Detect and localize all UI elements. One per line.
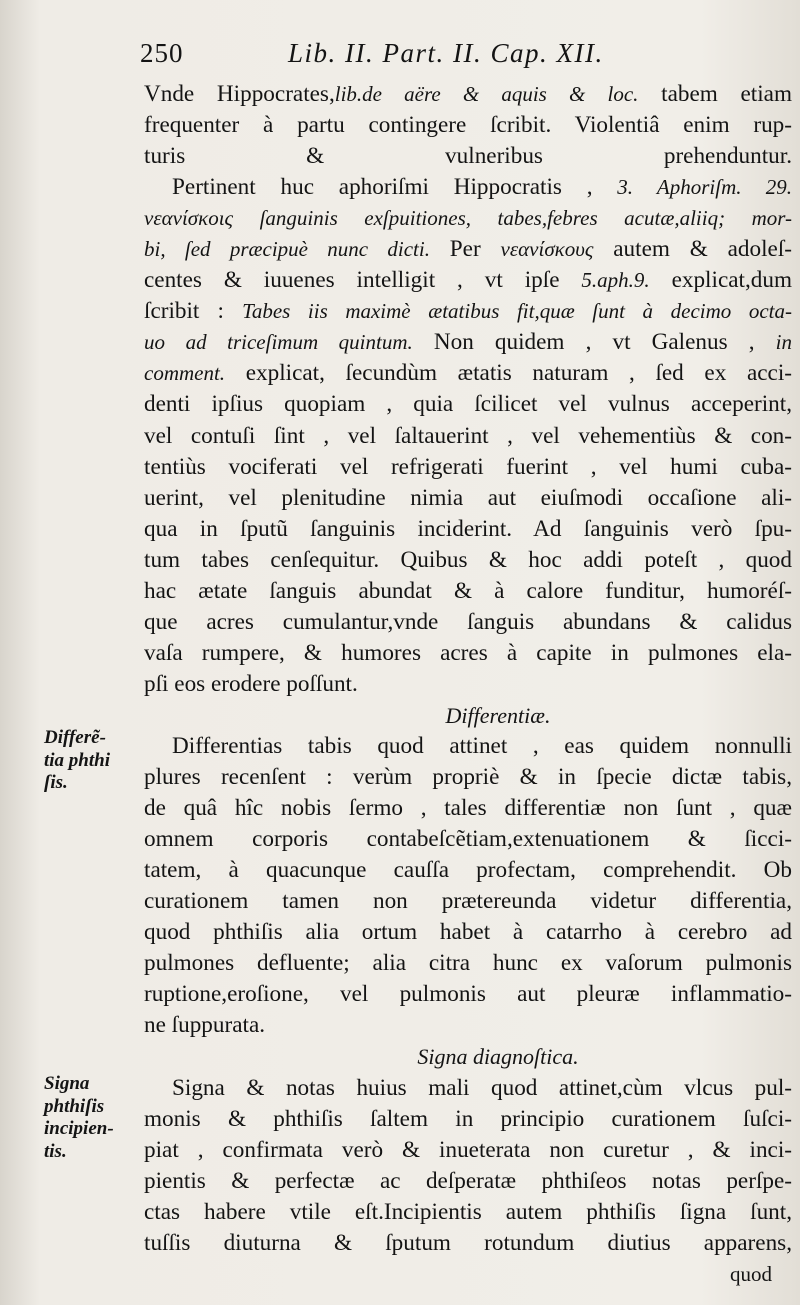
- text-line: [144, 1135, 792, 1166]
- italic-run: νεανίσκοις ſanguinis exſpuitiones, tabes,febres acutæ,aliiq; mor-: [144, 206, 792, 231]
- text-line: [144, 669, 792, 700]
- margin-note-line: Differẽ-: [44, 727, 106, 748]
- text-run: uerint, vel plenitudine nimia aut eiuſmodi occaſione ali-: [144, 484, 792, 511]
- running-header: [140, 38, 760, 78]
- text-line: [144, 917, 792, 948]
- text-line: [144, 1228, 792, 1259]
- text-run: Per: [429, 236, 501, 263]
- text-run: tabem etiam: [638, 81, 792, 107]
- text-run: explicat, ſecundùm ætatis naturam , ſed ex acci-: [225, 360, 792, 387]
- text-line: [144, 1166, 792, 1197]
- text-line: [144, 948, 792, 979]
- text-line: [144, 514, 792, 545]
- text-run: quod phthiſis alia ortum habet à catarrho à cerebro ad: [144, 919, 792, 946]
- text-run: explicat,dum: [649, 267, 792, 294]
- margin-note-line: tis.: [44, 1140, 67, 1162]
- text-run: pſi eos erodere poſſunt.: [144, 670, 358, 697]
- text-run: tatem, à quacunque cauſſa profectam, comprehendit. Ob: [144, 857, 792, 884]
- text-run: ruptione,eroſione, vel pulmonis aut pleuræ inflammatio-: [144, 981, 792, 1008]
- text-line: [144, 110, 792, 141]
- text-run: piat , confirmata verò & inueterata non curetur , & inci-: [144, 1136, 792, 1163]
- text-line: [144, 886, 792, 917]
- text-line: [144, 607, 792, 638]
- italic-run: νεανίσκους: [500, 237, 594, 262]
- text-line: [144, 793, 792, 824]
- text-run: ctas habere vtile eſt.Incipientis autem phthiſis ſigna ſunt,: [144, 1198, 792, 1225]
- text-run: vel contuſi ſint , vel ſaltauerint , vel vehementiùs & con-: [144, 422, 792, 449]
- text-run: Pertinent huc aphoriſmi Hippocratis ,: [172, 174, 618, 201]
- text-line: [144, 1197, 792, 1228]
- text-line: [144, 1010, 792, 1041]
- italic-run: bi, ſed præcipuè nunc dicti.: [144, 237, 430, 262]
- italic-run: in: [775, 330, 792, 355]
- text-line: [144, 452, 792, 483]
- margin-note-signa: [44, 1073, 140, 1163]
- text-line: [144, 979, 792, 1010]
- text-line: [144, 265, 792, 296]
- margin-note-line: incipien-: [44, 1118, 114, 1139]
- section-heading: [144, 1041, 792, 1072]
- italic-run: 3. Aphoriſm. 29.: [617, 175, 792, 200]
- text-line: [144, 576, 792, 607]
- margin-note-line: tia phthi: [44, 749, 110, 771]
- text-run: Differentiæ.: [445, 702, 551, 728]
- text-line: [144, 824, 792, 855]
- text-line: [144, 1104, 792, 1135]
- text-run: pientis & perfectæ ac deſperatæ phthiſeos notas perſpe-: [144, 1167, 792, 1194]
- text-run: frequenter à partu contingere ſcribit. Violentiâ enim rup-: [144, 112, 792, 139]
- text-run: plures recenſent : verùm propriè & in ſpecie dictæ tabis,: [144, 764, 792, 791]
- text-run: denti ipſius quopiam , quia ſcilicet vel vulnus acceperint,: [144, 391, 792, 418]
- italic-run: comment.: [144, 361, 226, 386]
- italic-run: Tabes iis maximè ætatibus fit,quæ ſunt à decimo octa-: [242, 299, 792, 324]
- catchword: quod: [730, 1262, 772, 1286]
- margin-note-differentia: [44, 727, 140, 795]
- margin-note-line: ſis.: [44, 772, 68, 793]
- body-text: [144, 79, 792, 1259]
- text-run: que acres cumulantur,vnde ſanguis abundans & calidus: [144, 608, 792, 635]
- text-run: Vnde Hippocrates,: [144, 81, 335, 107]
- text-line: [144, 327, 792, 358]
- text-run: ne ſuppurata.: [144, 1012, 266, 1039]
- italic-run: lib.de aëre & aquis & loc.: [334, 82, 639, 106]
- text-run: pulmones defluente; alia citra hunc ex vaſorum pulmonis: [144, 950, 792, 977]
- text-run: de quâ hîc nobis ſermo , tales differentiæ non ſunt , quæ: [144, 795, 792, 822]
- text-line: [144, 731, 792, 762]
- text-line: [144, 296, 792, 327]
- text-line: [144, 172, 792, 203]
- text-line: [144, 389, 792, 420]
- text-run: hac ætate ſanguis abundat & à calore funditur, humoréſ-: [144, 577, 792, 604]
- text-run: Signa & notas huius mali quod attinet,cùm vlcus pul-: [172, 1074, 792, 1101]
- text-line: [144, 638, 792, 669]
- text-line: [144, 762, 792, 793]
- text-line: [144, 234, 792, 265]
- text-run: vaſa rumpere, & humores acres à capite in pulmones ela-: [144, 639, 792, 666]
- text-line: [144, 421, 792, 452]
- text-run: turis & vulneribus prehenduntur.: [144, 143, 792, 170]
- text-run: Differentias tabis quod attinet , eas quidem nonnulli: [172, 732, 792, 759]
- text-run: tum tabes cenſequitur. Quibus & hoc addi poteſt , quod: [144, 546, 792, 573]
- italic-run: 5.aph.9.: [581, 268, 650, 293]
- margin-note-line: phthiſis: [44, 1095, 105, 1117]
- text-run: curationem tamen non prætereunda videtur differentia,: [144, 888, 792, 915]
- text-run: tuſſis diuturna & ſputum rotundum diutius apparens,: [144, 1229, 792, 1256]
- text-run: Signa diagnoſtica.: [417, 1044, 579, 1070]
- text-line: [144, 79, 792, 110]
- margin-note-line: Signa: [44, 1073, 90, 1094]
- page-number: 250: [140, 38, 184, 68]
- text-line: [144, 203, 792, 234]
- text-line: [144, 855, 792, 886]
- section-heading: [144, 700, 792, 731]
- text-run: monis & phthiſis ſaltem in principio curationem ſuſci-: [144, 1105, 792, 1132]
- text-run: tentiùs vociferati vel refrigerati fuerint , vel humi cuba-: [144, 453, 792, 480]
- text-line: [144, 483, 792, 514]
- text-run: omnem corporis contabeſcẽtiam,extenuationem & ſicci-: [144, 826, 792, 853]
- text-line: [144, 1073, 792, 1104]
- text-run: qua in ſputũ ſanguinis inciderint. Ad ſanguinis verò ſpu-: [144, 515, 792, 542]
- italic-run: uo ad triceſimum quintum.: [144, 330, 413, 355]
- text-line: [144, 141, 792, 172]
- text-line: [144, 545, 792, 576]
- text-run: ſcribit :: [144, 298, 243, 325]
- text-run: centes & iuuenes intelligit , vt ipſe: [144, 267, 582, 294]
- running-title: Lib. II. Part. II. Cap. XII.: [288, 38, 604, 68]
- text-run: autem & adoleſ-: [593, 236, 792, 263]
- text-line: [144, 358, 792, 389]
- text-run: Non quidem , vt Galenus ,: [412, 329, 776, 356]
